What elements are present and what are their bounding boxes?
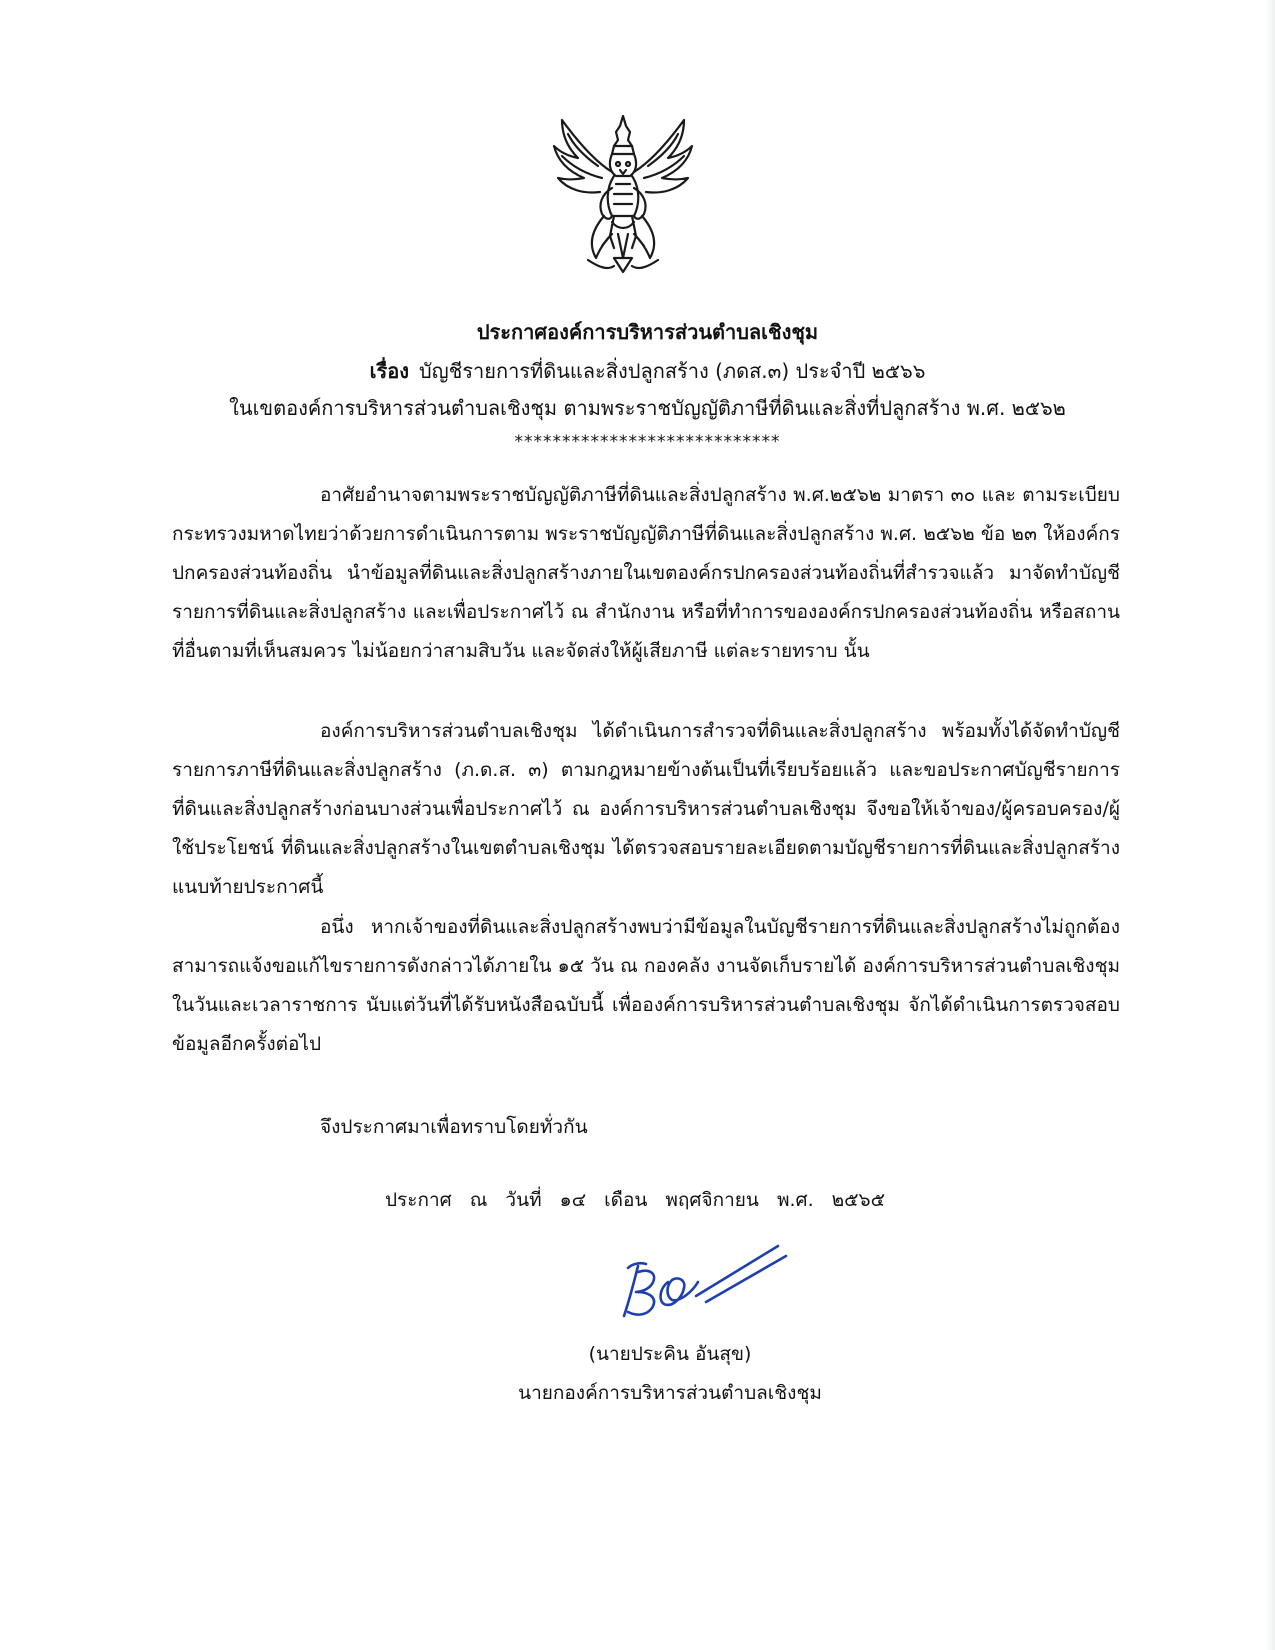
body-paragraph-1: อาศัยอำนาจตามพระราชบัญญัติภาษีที่ดินและสิ่งปลูกสร้าง พ.ศ.๒๕๖๒ มาตรา ๓๐ และ ตามระเบียบกระทรวงมหาดไทยว่าด้วยการดำเนินการตาม พระราชบัญญัติภาษีที่ดินและสิ่งปลูกสร้าง พ.ศ. ๒๕๖๒ ข้อ ๒๓ ให้องค์กรปกครองส่วนท้องถิ่น นำข้อมูลที่ดินและสิ่งปลูกสร้างภายในเขตองค์กรปกครองส่วนท้องถิ่นที่สำรวจแล้ว มาจัดทำบัญชีรายการที่ดินและสิ่งปลูกสร้าง และเพื่อประกาศไว้ ณ สำนักงาน หรือที่ทำการขององค์กรปกครองส่วนท้องถิ่น หรือสถานที่อื่นตามที่เห็นสมควร ไม่น้อยกว่าสามสิบวัน และจัดส่งให้ผู้เสียภาษี แต่ละรายทราบ นั้น bbox=[172, 484, 1120, 662]
scan-edge bbox=[1265, 0, 1275, 1650]
signer-name: (นายประคิน อันสุข) bbox=[588, 1343, 752, 1365]
signer-title: นายกองค์การบริหารส่วนตำบลเชิงชุม bbox=[518, 1382, 822, 1404]
body-paragraph-2: องค์การบริหารส่วนตำบลเชิงชุม ได้ดำเนินการสำรวจที่ดินและสิ่งปลูกสร้าง พร้อมทั้งได้จัดทำบัญชีรายการภาษีที่ดินและสิ่งปลูกสร้าง (ภ.ด.ส. ๓) ตามกฎหมายข้างต้นเป็นที่เรียบร้อยแล้ว และขอประกาศบัญชีรายการที่ดินและสิ่งปลูกสร้างก่อนบางส่วนเพื่อประกาศไว้ ณ องค์การบริหารส่วนตำบลเชิงชุม จึงขอให้เจ้าของ/ผู้ครอบครอง/ผู้ใช้ประโยชน์ ที่ดินและสิ่งปลูกสร้างในเขตตำบลเชิงชุม ได้ตรวจสอบรายละเอียดตามบัญชีรายการที่ดินและสิ่งปลูกสร้าง แนบท้ายประกาศนี้ bbox=[172, 720, 1120, 898]
header-divider: **************************** bbox=[514, 432, 781, 452]
closing-statement: จึงประกาศมาเพื่อทราบโดยทั่วกัน bbox=[320, 1116, 588, 1138]
document-scope: ในเขตองค์การบริหารส่วนตำบลเชิงชุม ตามพระราชบัญญัติภาษีที่ดินและสิ่งที่ปลูกสร้าง พ.ศ. ๒๕๖๒ bbox=[229, 396, 1066, 420]
document-subject bbox=[160, 356, 1135, 386]
announcement-date: ประกาศ ณ วันที่ ๑๔ เดือน พฤศจิกายน พ.ศ. ๒๕๖๕ bbox=[385, 1189, 885, 1211]
document-title: ประกาศองค์การบริหารส่วนตำบลเชิงชุม bbox=[476, 320, 819, 344]
subject-label: เรื่อง bbox=[369, 359, 409, 383]
body-paragraph-3: อนึ่ง หากเจ้าของที่ดินและสิ่งปลูกสร้างพบว่ามีข้อมูลในบัญชีรายการที่ดินและสิ่งปลูกสร้างไม่ถูกต้อง สามารถแจ้งขอแก้ไขรายการดังกล่าวได้ภายใน ๑๕ วัน ณ กองคลัง งานจัดเก็บรายได้ องค์การบริหารส่วนตำบลเชิงชุม ในวันและเวลาราชการ นับแต่วันที่ได้รับหนังสือฉบับนี้ เพื่อองค์การบริหารส่วนตำบลเชิงชุม จักได้ดำเนินการตรวจสอบข้อมูลอีกครั้งต่อไป bbox=[172, 916, 1120, 1055]
handwritten-signature-icon bbox=[610, 1242, 790, 1332]
subject-text: บัญชีรายการที่ดินและสิ่งปลูกสร้าง (ภดส.๓) ประจำปี ๒๕๖๖ bbox=[418, 359, 926, 383]
garuda-emblem-icon bbox=[548, 112, 698, 278]
